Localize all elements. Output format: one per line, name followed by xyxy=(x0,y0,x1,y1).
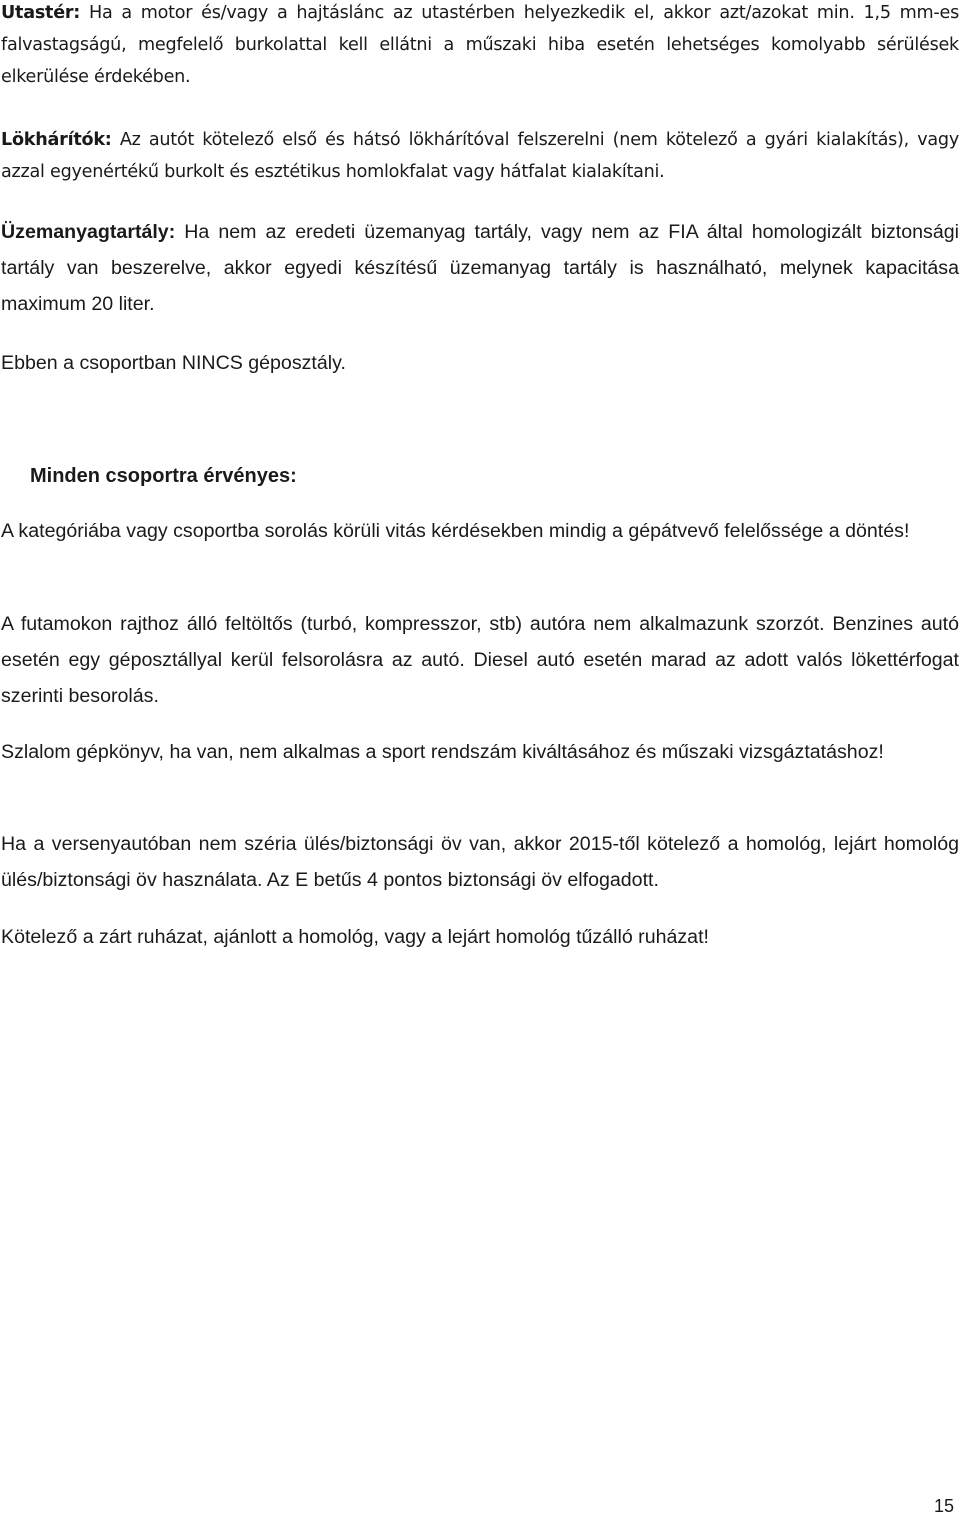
paragraph-text: Az autót kötelező első és hátsó lökhárítóval felszerelni (nem kötelező a gyári kialakítás), vagy azzal egyenértékű burkolt és esztétikus homlokfalat vagy hátfalat kialakítani. xyxy=(1,130,959,182)
paragraph-lead: Lökhárítók: xyxy=(1,130,112,150)
paragraph-lokharitok xyxy=(1,124,959,188)
paragraph-lead: Üzemanyagtartály: xyxy=(1,221,176,243)
section-paragraph: Ha a versenyautóban nem széria ülés/biztonsági öv van, akkor 2015-től kötelező a homológ, lejárt homológ ülés/biztonsági öv használata. Az E betűs 4 pontos biztonsági öv elfogadott. xyxy=(1,833,959,891)
paragraph-text: Ha nem az eredeti üzemanyag tartály, vagy nem az FIA által homologizált biztonsági tartály van beszerelve, akkor egyedi készítésű üzemanyag tartály is használható, melynek kapacitása maximum 20 liter. xyxy=(1,221,959,315)
paragraph-utaster xyxy=(1,0,959,93)
section-paragraph: Szlalom gépkönyv, ha van, nem alkalmas a sport rendszám kiváltásához és műszaki vizsgáztatáshoz! xyxy=(1,741,884,763)
page-number: 15 xyxy=(933,1496,954,1516)
section-heading: Minden csoportra érvényes: xyxy=(30,465,297,487)
section-paragraph: A kategóriába vagy csoportba sorolás körüli vitás kérdésekben mindig a gépátvevő felelőssége a döntés! xyxy=(1,520,910,542)
paragraph-no-class: Ebben a csoportban NINCS géposztály. xyxy=(1,352,346,374)
paragraph-text: Ha a motor és/vagy a hajtáslánc az utastérben helyezkedik el, akkor azt/azokat min. 1,5 mm-es falvastagságú, megfelelő burkolattal kell ellátni a műszaki hiba esetén lehetséges komolyabb sérülések elkerülése érdekében. xyxy=(1,3,959,87)
paragraph-lead: Utastér: xyxy=(1,3,81,23)
paragraph-uzemanyagtartaly xyxy=(1,214,959,322)
section-paragraph: Kötelező a zárt ruházat, ajánlott a homológ, vagy a lejárt homológ tűzálló ruházat! xyxy=(1,926,709,948)
section-paragraph: A futamokon rajthoz álló feltöltős (turbó, kompresszor, stb) autóra nem alkalmazunk szorzót. Benzines autó esetén egy géposztállyal kerül felsorolásra az autó. Diesel autó esetén marad az adott valós lökettérfogat szerinti besorolás. xyxy=(1,613,959,707)
